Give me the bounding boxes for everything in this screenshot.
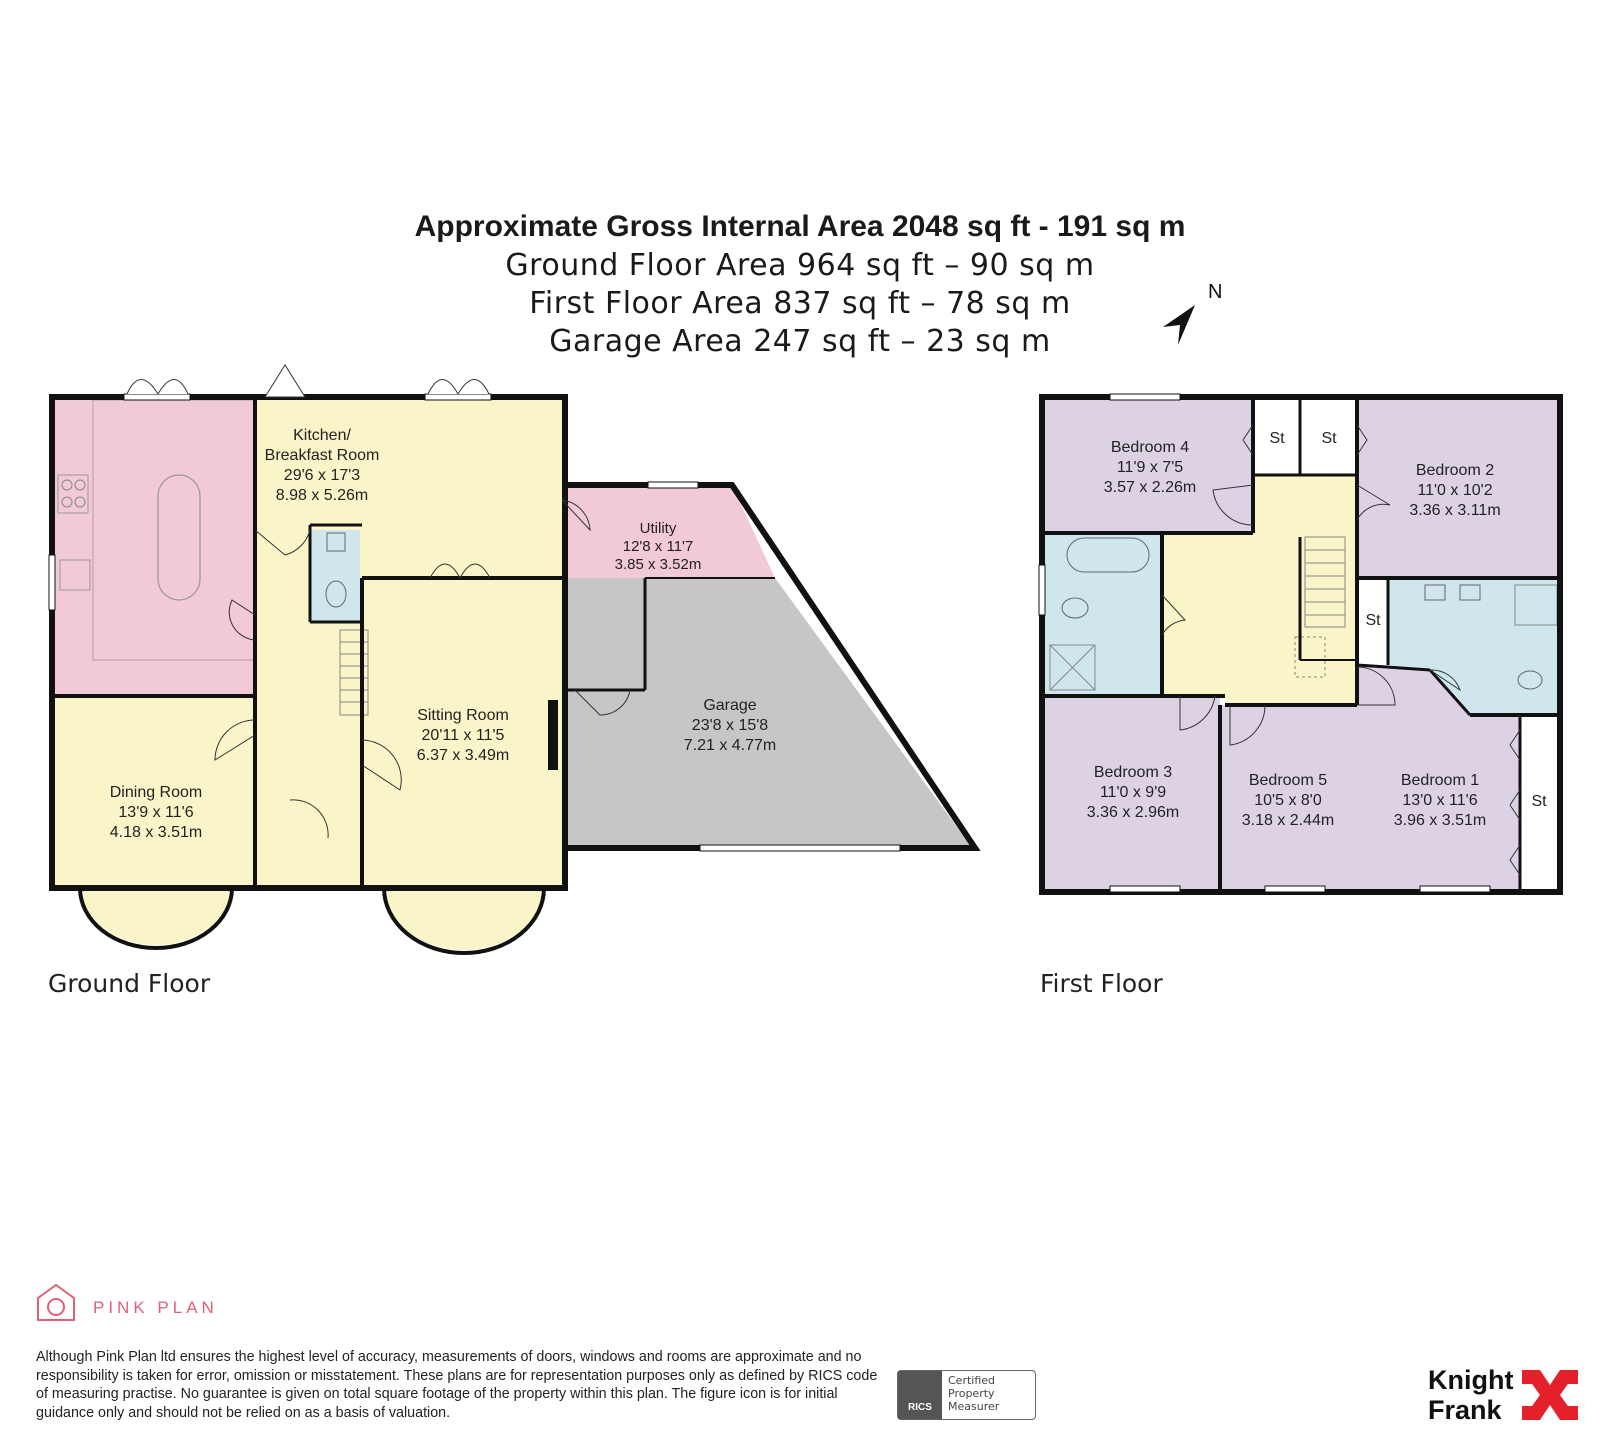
garage-name: Garage [703,697,757,714]
bed1-imperial: 13'0 x 11'6 [1402,792,1478,809]
dining-metric: 4.18 x 3.51m [109,824,203,841]
pink-plan-logo-icon [38,1285,74,1320]
north-compass-icon [1163,281,1222,345]
bed1-name: Bedroom 1 [1400,772,1480,789]
rics-certified-text [948,1374,999,1413]
bed4-imperial: 11'9 x 7'5 [1116,459,1184,476]
bed3-imperial: 11'0 x 9'9 [1099,784,1167,801]
garage-room [562,578,970,845]
bed3-window [1110,886,1180,892]
garage-metric: 7.21 x 4.77m [683,737,777,754]
sitting-metric: 6.37 x 3.49m [416,747,510,764]
ground-floor-label: Ground Floor [48,969,211,998]
rics-logo-icon [898,1371,942,1419]
ground-floor-plan [48,365,975,998]
bed5-name: Bedroom 5 [1248,772,1328,789]
bed3-metric: 3.36 x 2.96m [1086,804,1180,821]
bed2-imperial: 11'0 x 10'2 [1417,482,1493,499]
wc-room [310,530,360,622]
kf-line-2: Frank [1428,1395,1502,1425]
storage-label-3: St [1365,612,1381,629]
kitchen-name-line1: Kitchen/ [293,427,351,444]
sitting-room-label [417,707,510,764]
bed2-name: Bedroom 2 [1415,462,1495,479]
knight-frank-wordmark [1428,1365,1513,1425]
first-floor-label: First Floor [1040,969,1163,998]
dining-name: Dining Room [109,784,203,801]
kitchen-corner-window [265,365,305,397]
kitchen-window-right [425,394,491,400]
utility-imperial: 12'8 x 11'7 [622,538,694,555]
utility-metric: 3.85 x 3.52m [614,556,702,573]
kitchen-french-doors [127,380,188,395]
rics-line-1: Certified [948,1374,996,1387]
bed2-metric: 3.36 x 3.11m [1409,502,1501,519]
garage-area: Garage Area 247 sq ft – 23 sq m [549,324,1051,359]
pink-plan-brand: PINK PLAN [93,1298,218,1317]
rics-line-3: Measurer [948,1400,1000,1413]
first-floor-area: First Floor Area 837 sq ft – 78 sq m [529,286,1071,321]
dining-imperial: 13'9 x 11'6 [118,804,194,821]
disclaimer-text: Although Pink Plan ltd ensures the highest level of accuracy, measurements of doors, windows and rooms are approximate and no responsibility is taken for error, omission or misstatement. These plans are for representation purposes only as defined by RICS code of measuring practise. No guarantee is given on total square footage of the property within this plan. The figure icon is for initial guidance only and should not be relied on as a basis of valuation. [36,1349,878,1421]
sitting-room-bay [384,885,544,950]
bedroom-3-label [1087,764,1180,821]
garage-imperial: 23'8 x 15'8 [691,717,769,734]
dining-room-label [110,784,203,841]
garage-door [700,845,900,851]
kitchen-window-left [124,394,190,400]
bedroom-4-label [1104,439,1197,496]
utility-name: Utility [639,520,677,537]
bedroom-5-label [1242,772,1335,829]
ground-floor-area: Ground Floor Area 964 sq ft – 90 sq m [505,248,1095,283]
bed3-name: Bedroom 3 [1093,764,1173,781]
bed1-metric: 3.96 x 3.51m [1393,812,1487,829]
rics-label: RICS [908,1402,932,1413]
sitting-imperial: 20'11 x 11'5 [421,727,505,744]
rics-badge [897,1370,1036,1420]
kitchen-metric: 8.98 x 5.26m [275,487,369,504]
kitchen-units-area [55,400,255,696]
bed4-window [1110,394,1180,400]
bed5-metric: 3.18 x 2.44m [1241,812,1335,829]
kitchen-imperial: 29'6 x 17'3 [283,467,361,484]
bed4-name: Bedroom 4 [1110,439,1190,456]
storage-label-2: St [1321,430,1337,447]
storage-label-4: St [1531,793,1547,810]
first-floor-plan [1039,394,1560,998]
kitchen-side-window [49,555,55,610]
kitchen-name-line2: Breakfast Room [264,447,380,464]
bed1-window [1420,886,1490,892]
storage-label-1: St [1269,430,1285,447]
rics-line-2: Property [948,1387,995,1400]
dining-room-bay [80,885,232,945]
bedroom-1-label [1394,772,1487,829]
utility-window [648,482,698,488]
bathroom-window [1039,565,1045,615]
compass-north-label: N [1208,281,1223,303]
area-title: Approximate Gross Internal Area 2048 sq ft - 191 sq m [414,210,1186,243]
bed4-metric: 3.57 x 2.26m [1103,479,1197,496]
sitting-name: Sitting Room [417,707,509,724]
kf-line-1: Knight [1428,1365,1514,1395]
family-bathroom [1045,533,1162,696]
kitchen-french-doors-2 [428,380,489,395]
bedroom-2-label [1409,462,1500,519]
knight-frank-logo-icon [1522,1370,1578,1420]
bed5-imperial: 10'5 x 8'0 [1254,792,1322,809]
bed5-window [1265,886,1325,892]
